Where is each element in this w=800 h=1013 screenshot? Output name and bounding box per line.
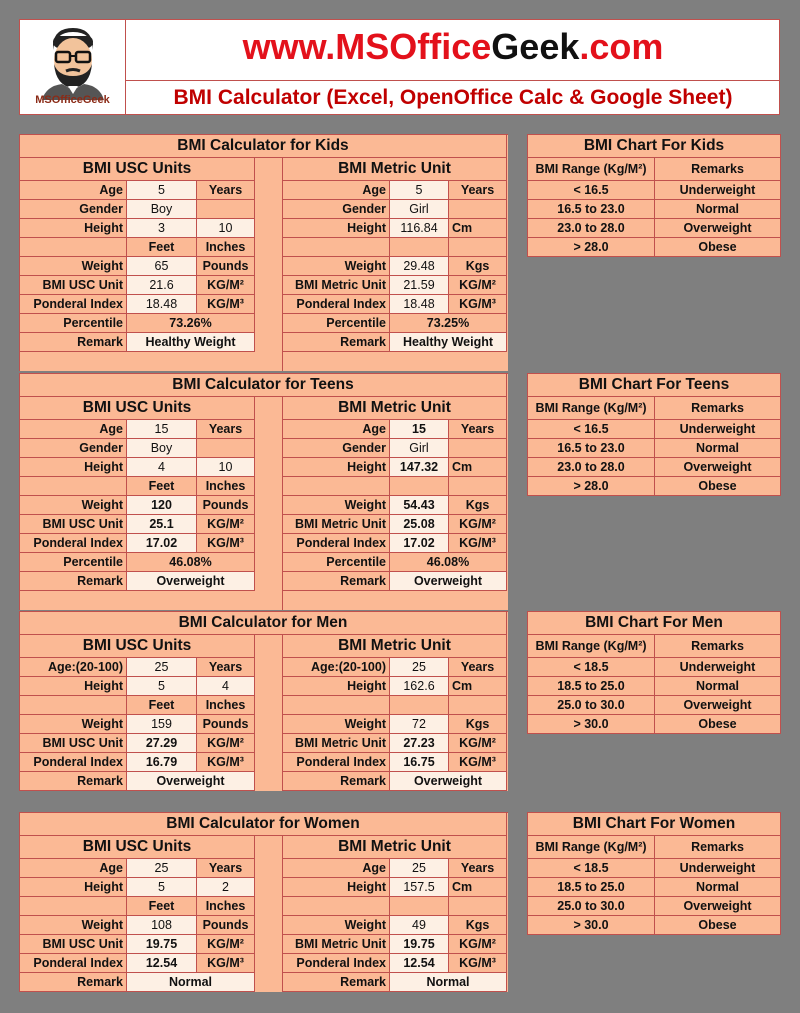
site-title-suffix: .com (579, 26, 664, 67)
ponderal-label: Ponderal Index (20, 295, 127, 314)
chart-title: BMI Chart For Women (528, 813, 781, 836)
pounds-unit: Pounds (197, 257, 255, 276)
weight-label: Weight (20, 257, 127, 276)
gender-label: Gender (283, 439, 390, 458)
metric-age-input[interactable]: 25 (390, 859, 449, 878)
range-cell: 18.5 to 25.0 (528, 677, 655, 696)
usc-ponderal-value: 16.79 (127, 753, 197, 772)
range-cell: 18.5 to 25.0 (528, 878, 655, 897)
range-cell: 16.5 to 23.0 (528, 200, 655, 219)
remark-cell: Normal (655, 677, 781, 696)
remark-cell: Normal (655, 200, 781, 219)
empty-cell (449, 477, 507, 496)
remarks-header: Remarks (655, 158, 781, 181)
percentile-label: Percentile (283, 553, 390, 572)
age-label: Age:(20-100) (20, 658, 127, 677)
metric-gender-input[interactable]: Girl (390, 200, 449, 219)
remark-label: Remark (283, 333, 390, 352)
height-label: Height (20, 458, 127, 477)
range-cell: 16.5 to 23.0 (528, 439, 655, 458)
metric-ponderal-value: 18.48 (390, 295, 449, 314)
usc-weight-input[interactable]: 159 (127, 715, 197, 734)
ponderal-label: Ponderal Index (283, 954, 390, 973)
empty-cell (390, 238, 449, 257)
remark-cell: Obese (655, 238, 781, 257)
page-subtitle: BMI Calculator (Excel, OpenOffice Calc & Google Sheet) (126, 80, 780, 115)
usc-units-heading: BMI USC Units (20, 397, 255, 420)
height-label: Height (283, 878, 390, 897)
metric-gender-input[interactable]: Girl (390, 439, 449, 458)
remark-cell: Overweight (655, 219, 781, 238)
metric-ponderal-value: 17.02 (390, 534, 449, 553)
metric-weight-input[interactable]: 72 (390, 715, 449, 734)
age-label: Age (20, 181, 127, 200)
range-cell: < 18.5 (528, 658, 655, 677)
metric-age-input[interactable]: 25 (390, 658, 449, 677)
percentile-label: Percentile (20, 314, 127, 333)
remark-cell: Obese (655, 916, 781, 935)
pounds-unit: Pounds (197, 496, 255, 515)
kgs-unit: Kgs (449, 257, 507, 276)
weight-label: Weight (283, 916, 390, 935)
usc-height-inches-input[interactable]: 4 (197, 677, 255, 696)
empty-cell (197, 200, 255, 219)
height-label: Height (283, 677, 390, 696)
usc-units-heading: BMI USC Units (20, 635, 255, 658)
metric-bmi-value: 21.59 (390, 276, 449, 295)
metric-bmi-value: 25.08 (390, 515, 449, 534)
height-label: Height (20, 219, 127, 238)
bmi-usc-label: BMI USC Unit (20, 515, 127, 534)
feet-unit: Feet (127, 477, 197, 496)
metric-height-input[interactable]: 162.6 (390, 677, 449, 696)
kgm2-unit: KG/M² (449, 734, 507, 753)
ponderal-label: Ponderal Index (20, 954, 127, 973)
metric-remark-value: Overweight (390, 772, 507, 791)
gender-label: Gender (20, 200, 127, 219)
usc-height-feet-input[interactable]: 3 (127, 219, 197, 238)
pounds-unit: Pounds (197, 916, 255, 935)
metric-weight-input[interactable]: 54.43 (390, 496, 449, 515)
remark-cell: Overweight (655, 458, 781, 477)
metric-ponderal-value: 12.54 (390, 954, 449, 973)
metric-bmi-value: 27.23 (390, 734, 449, 753)
empty-cell (20, 696, 127, 715)
age-label: Age (20, 420, 127, 439)
remark-cell: Underweight (655, 181, 781, 200)
feet-unit: Feet (127, 238, 197, 257)
metric-age-input[interactable]: 5 (390, 181, 449, 200)
years-unit: Years (197, 658, 255, 677)
bmi-usc-label: BMI USC Unit (20, 734, 127, 753)
metric-height-input[interactable]: 157.5 (390, 878, 449, 897)
usc-height-inches-input[interactable]: 10 (197, 458, 255, 477)
column-divider (255, 397, 283, 610)
range-cell: > 30.0 (528, 715, 655, 734)
kgm2-unit: KG/M² (197, 276, 255, 295)
gender-label: Gender (20, 439, 127, 458)
feet-unit: Feet (127, 897, 197, 916)
kgm3-unit: KG/M³ (197, 753, 255, 772)
remark-cell: Obese (655, 715, 781, 734)
kgm2-unit: KG/M² (197, 935, 255, 954)
usc-remark-value: Normal (127, 973, 255, 992)
inches-unit: Inches (197, 696, 255, 715)
ponderal-label: Ponderal Index (20, 534, 127, 553)
empty-cell (20, 897, 127, 916)
remark-label: Remark (20, 973, 127, 992)
site-title-geek: Geek (491, 26, 580, 67)
empty-cell (449, 897, 507, 916)
women-calculator (19, 812, 508, 992)
usc-age-input[interactable]: 25 (127, 658, 197, 677)
height-label: Height (283, 458, 390, 477)
ponderal-label: Ponderal Index (283, 534, 390, 553)
remark-cell: Normal (655, 439, 781, 458)
empty-cell (390, 696, 449, 715)
height-label: Height (20, 677, 127, 696)
remark-label: Remark (20, 572, 127, 591)
metric-height-input[interactable]: 147.32 (390, 458, 449, 477)
usc-height-feet-input[interactable]: 5 (127, 878, 197, 897)
age-label: Age (283, 420, 390, 439)
range-cell: 25.0 to 30.0 (528, 897, 655, 916)
metric-units-heading: BMI Metric Unit (283, 158, 507, 181)
age-label: Age (20, 859, 127, 878)
inches-unit: Inches (197, 897, 255, 916)
kgm3-unit: KG/M³ (197, 534, 255, 553)
metric-weight-input[interactable]: 49 (390, 916, 449, 935)
ponderal-label: Ponderal Index (20, 753, 127, 772)
years-unit: Years (197, 859, 255, 878)
remark-label: Remark (283, 772, 390, 791)
calculator-title: BMI Calculator for Teens (20, 374, 507, 397)
column-divider (255, 836, 283, 992)
range-cell: 25.0 to 30.0 (528, 696, 655, 715)
range-header: BMI Range (Kg/M²) (528, 158, 655, 181)
height-label: Height (283, 219, 390, 238)
years-unit: Years (449, 181, 507, 200)
calculator-title: BMI Calculator for Kids (20, 135, 507, 158)
ponderal-label: Ponderal Index (283, 753, 390, 772)
age-label: Age (283, 181, 390, 200)
metric-remark-value: Overweight (390, 572, 507, 591)
empty-cell (20, 238, 127, 257)
empty-cell (283, 477, 390, 496)
usc-weight-input[interactable]: 108 (127, 916, 197, 935)
empty-cell (283, 696, 390, 715)
weight-label: Weight (20, 715, 127, 734)
metric-remark-value: Healthy Weight (390, 333, 507, 352)
teens-calculator (19, 373, 508, 610)
range-cell: < 16.5 (528, 420, 655, 439)
usc-gender-input[interactable]: Boy (127, 200, 197, 219)
kgs-unit: Kgs (449, 715, 507, 734)
usc-percentile-value: 73.26% (127, 314, 255, 333)
usc-remark-value: Overweight (127, 772, 255, 791)
remark-cell: Underweight (655, 658, 781, 677)
usc-height-feet-input[interactable]: 5 (127, 677, 197, 696)
inches-unit: Inches (197, 477, 255, 496)
remark-cell: Overweight (655, 897, 781, 916)
usc-height-inches-input[interactable]: 2 (197, 878, 255, 897)
metric-age-input[interactable]: 15 (390, 420, 449, 439)
weight-label: Weight (283, 715, 390, 734)
cm-unit: Cm (449, 458, 507, 477)
cm-unit: Cm (449, 677, 507, 696)
usc-units-heading: BMI USC Units (20, 158, 255, 181)
logo-text: MSOfficeGeek (35, 94, 110, 106)
kgs-unit: Kgs (449, 496, 507, 515)
usc-ponderal-value: 18.48 (127, 295, 197, 314)
range-cell: > 28.0 (528, 238, 655, 257)
years-unit: Years (449, 420, 507, 439)
usc-ponderal-value: 17.02 (127, 534, 197, 553)
feet-unit: Feet (127, 696, 197, 715)
remark-cell: Normal (655, 878, 781, 897)
usc-height-inches-input[interactable]: 10 (197, 219, 255, 238)
women-bmi-chart (527, 812, 781, 935)
range-cell: < 18.5 (528, 859, 655, 878)
gender-label: Gender (283, 200, 390, 219)
column-divider (255, 158, 283, 371)
remark-cell: Underweight (655, 420, 781, 439)
remarks-header: Remarks (655, 397, 781, 420)
usc-weight-input[interactable]: 65 (127, 257, 197, 276)
bmi-metric-label: BMI Metric Unit (283, 515, 390, 534)
remark-cell: Overweight (655, 696, 781, 715)
cm-unit: Cm (449, 878, 507, 897)
kids-bmi-chart (527, 134, 781, 257)
geek-avatar-icon (20, 24, 126, 100)
bmi-metric-label: BMI Metric Unit (283, 935, 390, 954)
range-cell: < 16.5 (528, 181, 655, 200)
kgm2-unit: KG/M² (449, 276, 507, 295)
kgm3-unit: KG/M³ (449, 534, 507, 553)
empty-cell (390, 477, 449, 496)
usc-bmi-value: 25.1 (127, 515, 197, 534)
usc-bmi-value: 21.6 (127, 276, 197, 295)
range-cell: > 28.0 (528, 477, 655, 496)
logo (20, 20, 126, 114)
site-title-prefix: www. (242, 26, 336, 67)
remark-label: Remark (283, 973, 390, 992)
kgm2-unit: KG/M² (449, 935, 507, 954)
bmi-metric-label: BMI Metric Unit (283, 734, 390, 753)
ponderal-label: Ponderal Index (283, 295, 390, 314)
usc-age-input[interactable]: 5 (127, 181, 197, 200)
kgm3-unit: KG/M³ (197, 295, 255, 314)
age-label: Age (283, 859, 390, 878)
usc-bmi-value: 27.29 (127, 734, 197, 753)
empty-cell (449, 238, 507, 257)
empty-cell (449, 696, 507, 715)
men-calculator (19, 611, 508, 791)
range-cell: 23.0 to 28.0 (528, 219, 655, 238)
years-unit: Years (197, 181, 255, 200)
range-cell: > 30.0 (528, 916, 655, 935)
header-banner (19, 19, 780, 115)
empty-cell (449, 439, 507, 458)
chart-title: BMI Chart For Men (528, 612, 781, 635)
remark-cell: Obese (655, 477, 781, 496)
usc-ponderal-value: 12.54 (127, 954, 197, 973)
metric-units-heading: BMI Metric Unit (283, 635, 507, 658)
men-bmi-chart (527, 611, 781, 734)
usc-remark-value: Healthy Weight (127, 333, 255, 352)
weight-label: Weight (283, 257, 390, 276)
remark-label: Remark (20, 333, 127, 352)
usc-gender-input[interactable]: Boy (127, 439, 197, 458)
metric-percentile-value: 73.25% (390, 314, 507, 333)
metric-percentile-value: 46.08% (390, 553, 507, 572)
height-label: Height (20, 878, 127, 897)
usc-remark-value: Overweight (127, 572, 255, 591)
empty-cell (390, 897, 449, 916)
site-title-main: MSOffice (335, 26, 492, 67)
weight-label: Weight (20, 496, 127, 515)
calculator-title: BMI Calculator for Men (20, 612, 507, 635)
bmi-usc-label: BMI USC Unit (20, 276, 127, 295)
teens-bmi-chart (527, 373, 781, 496)
metric-ponderal-value: 16.75 (390, 753, 449, 772)
kgm2-unit: KG/M² (449, 515, 507, 534)
range-header: BMI Range (Kg/M²) (528, 836, 655, 859)
kgs-unit: Kgs (449, 916, 507, 935)
remarks-header: Remarks (655, 836, 781, 859)
kgm3-unit: KG/M³ (449, 753, 507, 772)
calculator-title: BMI Calculator for Women (20, 813, 507, 836)
range-header: BMI Range (Kg/M²) (528, 397, 655, 420)
empty-cell (20, 477, 127, 496)
metric-weight-input[interactable]: 29.48 (390, 257, 449, 276)
bmi-usc-label: BMI USC Unit (20, 935, 127, 954)
chart-title: BMI Chart For Kids (528, 135, 781, 158)
kgm3-unit: KG/M³ (449, 954, 507, 973)
cm-unit: Cm (449, 219, 507, 238)
kgm2-unit: KG/M² (197, 515, 255, 534)
remark-cell: Underweight (655, 859, 781, 878)
metric-units-heading: BMI Metric Unit (283, 397, 507, 420)
usc-percentile-value: 46.08% (127, 553, 255, 572)
empty-cell (283, 238, 390, 257)
usc-age-input[interactable]: 15 (127, 420, 197, 439)
usc-units-heading: BMI USC Units (20, 836, 255, 859)
remark-label: Remark (283, 572, 390, 591)
metric-remark-value: Normal (390, 973, 507, 992)
site-title[interactable] (126, 24, 780, 70)
metric-height-input[interactable]: 116.84 (390, 219, 449, 238)
bmi-metric-label: BMI Metric Unit (283, 276, 390, 295)
kgm3-unit: KG/M³ (449, 295, 507, 314)
pounds-unit: Pounds (197, 715, 255, 734)
remarks-header: Remarks (655, 635, 781, 658)
chart-title: BMI Chart For Teens (528, 374, 781, 397)
empty-cell (283, 897, 390, 916)
years-unit: Years (197, 420, 255, 439)
years-unit: Years (449, 658, 507, 677)
empty-cell (449, 200, 507, 219)
age-label: Age:(20-100) (283, 658, 390, 677)
range-cell: 23.0 to 28.0 (528, 458, 655, 477)
kids-calculator (19, 134, 508, 371)
years-unit: Years (449, 859, 507, 878)
usc-weight-input[interactable]: 120 (127, 496, 197, 515)
usc-height-feet-input[interactable]: 4 (127, 458, 197, 477)
empty-cell (197, 439, 255, 458)
usc-bmi-value: 19.75 (127, 935, 197, 954)
kgm2-unit: KG/M² (197, 734, 255, 753)
usc-age-input[interactable]: 25 (127, 859, 197, 878)
metric-units-heading: BMI Metric Unit (283, 836, 507, 859)
remark-label: Remark (20, 772, 127, 791)
column-divider (255, 635, 283, 791)
weight-label: Weight (283, 496, 390, 515)
range-header: BMI Range (Kg/M²) (528, 635, 655, 658)
metric-bmi-value: 19.75 (390, 935, 449, 954)
percentile-label: Percentile (20, 553, 127, 572)
percentile-label: Percentile (283, 314, 390, 333)
kgm3-unit: KG/M³ (197, 954, 255, 973)
inches-unit: Inches (197, 238, 255, 257)
weight-label: Weight (20, 916, 127, 935)
